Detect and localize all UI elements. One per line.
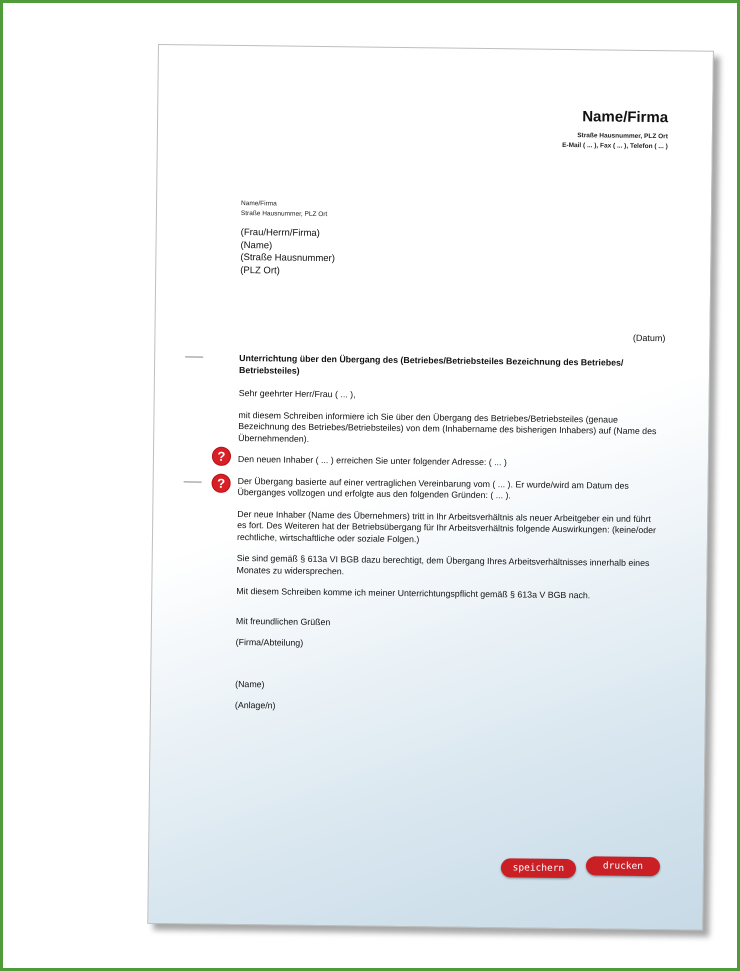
letter-subject: Unterrichtung über den Übergang des (Betriebes/Betriebsteiles Bezeichnung des Betriebes/ Betriebsteiles)	[238, 353, 624, 376]
sender-block	[562, 108, 668, 152]
letter-name-signature: (Name)	[235, 678, 265, 689]
return-address	[241, 199, 328, 220]
letter-date: (Datum)	[632, 332, 666, 344]
sender-name: Name/Firma	[582, 108, 669, 127]
sender-street: Straße Hausnummer, PLZ Ort	[577, 132, 668, 141]
letter-paragraph-5: Sie sind gemäß § 613a VI BGB dazu berechtigt, dem Übergang Ihres Arbeitsverhältnisses innerhalb eines Monates zu widersprechen.	[236, 553, 650, 576]
letter-page	[147, 44, 714, 931]
recipient-salutation: (Frau/Herrn/Firma)	[240, 227, 320, 239]
fold-mark-middle	[184, 481, 202, 482]
letter-paragraph-6: Mit diesem Schreiben komme ich meiner Unterrichtungspflicht gemäß § 613a V BGB nach.	[236, 585, 591, 601]
help-icon-address[interactable]: ?	[212, 447, 231, 466]
document-preview	[147, 44, 714, 931]
recipient-name: (Name)	[240, 239, 273, 251]
letter-paragraph-3: Der Übergang basierte auf einer vertraglichen Vereinbarung vom ( ... ). Er wurde/wird am Datum des Überganges vollzogen und erfolgte aus den folgenden Gründen: ( ... ).	[237, 475, 629, 501]
letter-company-signature: (Firma/Abteilung)	[235, 636, 304, 648]
letter-paragraph-2: Den neuen Inhaber ( ... ) erreichen Sie unter folgender Adresse: ( ... )	[237, 454, 507, 468]
sender-contact: E-Mail ( ... ), Fax ( ... ), Telefon ( ... )	[562, 141, 668, 151]
recipient-street: (Straße Hausnummer)	[240, 252, 335, 265]
recipient-address	[240, 227, 335, 278]
fold-mark-top	[185, 356, 203, 357]
recipient-city: (PLZ Ort)	[240, 264, 280, 277]
save-button[interactable]: speichern	[501, 858, 576, 878]
print-button[interactable]: drucken	[586, 856, 660, 876]
return-address-name: Name/Firma	[241, 200, 277, 208]
letter-paragraph-1: mit diesem Schreiben informiere ich Sie über den Übergang des Betriebes/Betriebsteiles (genaue Bezeichnung des Betriebes/Betriebsteiles) von dem (Inhabername des bisherigen Inhabers) auf (Name des Übernehmenden).	[238, 409, 657, 444]
letter-paragraph-4: Der neue Inhaber (Name des Übernehmers) tritt in Ihr Arbeitsverhältnis als neuer Arbeitgeber ein und führt es fort. Des Weiteren hat der Betriebsübergang für Ihr Arbeitsverhältnis folgende Auswirkungen: (keine/oder rechtliche, wirtschaftliche oder soziale Folgen.)	[236, 508, 657, 544]
help-icon-agreement[interactable]: ?	[212, 474, 231, 493]
letter-body	[235, 353, 659, 727]
letter-salutation: Sehr geehrter Herr/Frau ( ... ),	[238, 388, 356, 400]
letter-closing: Mit freundlichen Grüßen	[235, 615, 331, 627]
return-address-street: Straße Hausnummer, PLZ Ort	[240, 210, 328, 219]
letter-attachment: (Anlage/n)	[234, 699, 276, 711]
